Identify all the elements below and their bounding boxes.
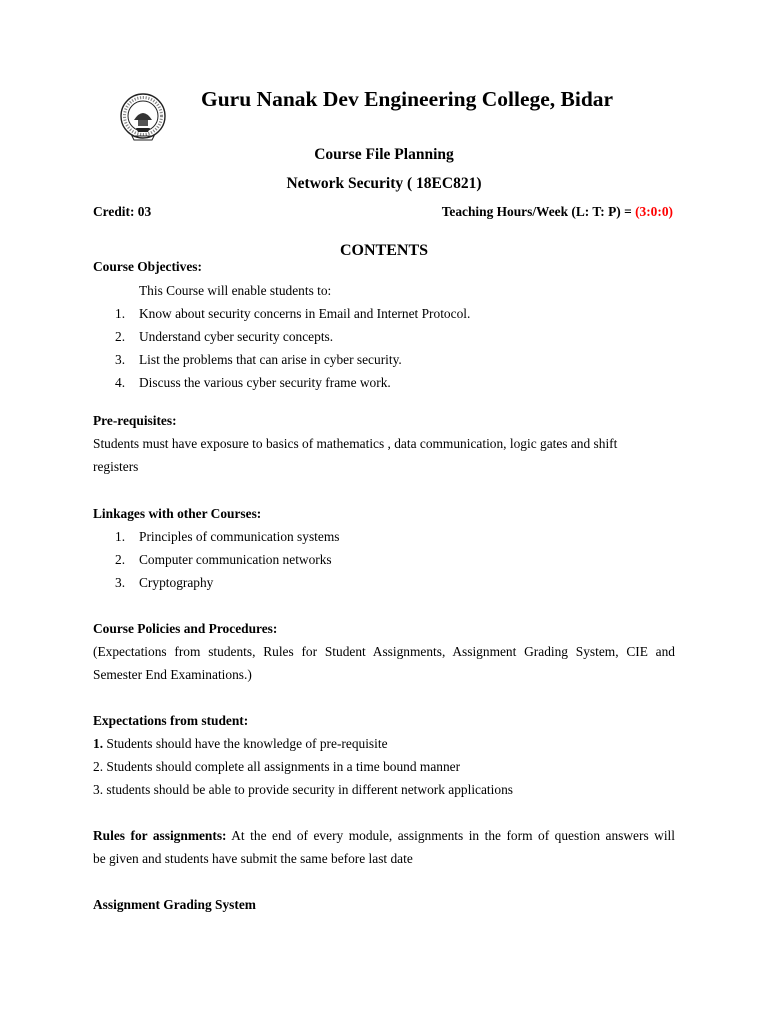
list-text: List the problems that can arise in cyber security. [139,352,402,367]
list-text: Know about security concerns in Email and Internet Protocol. [139,306,471,321]
list-number: 4. [115,375,126,390]
prerequisites-line-1: Students must have exposure to basics of mathematics , data communication, logic gates and shift [93,436,618,451]
list-text: Students should have the knowledge of pre-requisite [103,736,388,751]
list-number: 3. [115,575,126,590]
teaching-hours [442,204,673,220]
teaching-hours-value: (3:0:0) [635,204,673,219]
list-text: students should be able to provide security in different network applications [103,782,513,797]
list-item [93,782,513,798]
course-title: Network Security ( 18EC821) [286,175,482,192]
college-seal-icon [116,92,170,142]
rules-line-1 [93,828,675,844]
list-number: 3. [115,352,126,367]
list-text: Cryptography [139,575,214,590]
teaching-hours-label: Teaching Hours/Week (L: T: P) = [441,204,636,219]
list-text: Discuss the various cyber security frame work. [139,375,391,390]
list-number: 2. [93,759,104,774]
doc-title: Course File Planning [314,146,454,163]
list-text: Understand cyber security concepts. [139,329,334,344]
list-number: 3. [93,782,104,797]
list-text: Computer communication networks [139,552,332,567]
list-number: 1. [115,529,126,544]
college-name: Guru Nanak Dev Engineering College, Bidar [201,87,614,111]
list-text: Students should complete all assignments in a time bound manner [103,759,461,774]
grading-heading: Assignment Grading System [93,897,256,912]
objectives-heading: Course Objectives: [93,259,202,274]
rules-line-2: be given and students have submit the same before last date [93,851,413,866]
policies-line-2: Semester End Examinations.) [93,667,252,682]
expectations-heading: Expectations from student: [93,713,249,728]
rules-heading: Rules for assignments: [93,828,227,843]
prerequisites-heading: Pre-requisites: [93,413,177,428]
list-number: 2. [115,552,126,567]
list-item [93,759,460,775]
list-number: 1. [115,306,126,321]
list-text: Principles of communication systems [139,529,340,544]
prerequisites-line-2: registers [93,459,139,474]
rules-text: At the end of every module, assignments in the form of question answers will [226,828,675,843]
list-number: 2. [115,329,126,344]
contents-heading: CONTENTS [339,242,429,259]
policies-line-1: (Expectations from students, Rules for Student Assignments, Assignment Grading System, CIE and [93,644,675,659]
linkages-heading: Linkages with other Courses: [93,506,262,521]
credit-label: Credit: 03 [93,204,152,219]
policies-heading: Course Policies and Procedures: [93,621,278,636]
objectives-intro: This Course will enable students to: [139,283,332,298]
list-item [93,736,388,752]
list-number: 1. [93,736,104,751]
